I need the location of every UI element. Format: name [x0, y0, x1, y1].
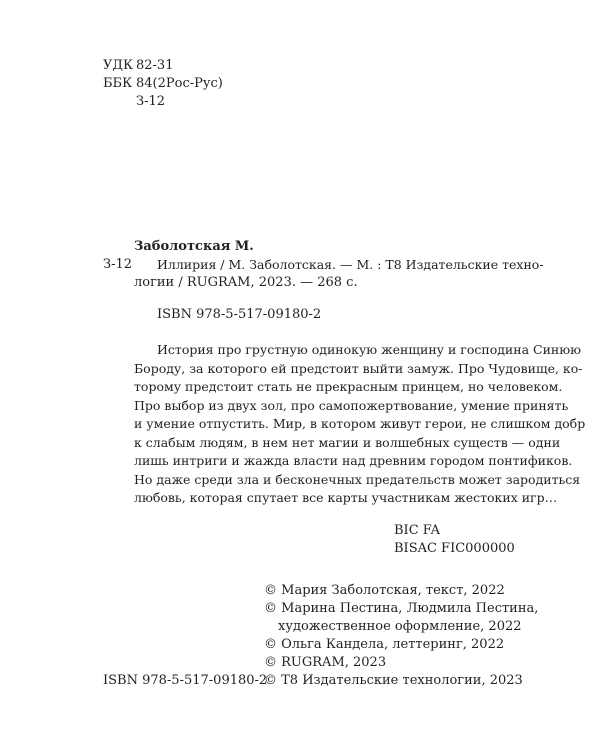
annotation-line: и умение отпустить. Мир, в котором живут герои, не слишком добр: [134, 416, 586, 431]
annotation-line: к слабым людям, в нем нет магии и волшебных существ — одни: [134, 434, 561, 450]
bbk-label: ББК: [103, 76, 133, 91]
author-mark-left: З-12: [103, 257, 133, 272]
copyright-line: художественное оформление, 2022: [278, 619, 522, 634]
annotation-line: любовь, которая спутает все карты участникам жестоких игр…: [134, 490, 558, 505]
annotation-line: Про выбор из двух зол, про самопожертвование, умение принять: [134, 397, 569, 413]
copyright-line: © RUGRAM, 2023: [264, 655, 387, 670]
bib-line-2: логии / RUGRAM, 2023. — 268 с.: [134, 275, 358, 290]
bic-code: BIC FA: [394, 523, 441, 538]
annotation-line: Бороду, за которого ей предстоит выйти замуж. Про Чудовище, ко-: [134, 360, 583, 376]
author-mark: З-12: [136, 94, 166, 109]
author-heading: Заболотская М.: [134, 239, 254, 254]
copyright-line: © Мария Заболотская, текст, 2022: [264, 583, 505, 598]
annotation-line: Но даже среди зла и бесконечных предательств может зародиться: [134, 471, 581, 487]
copyright-line: © Т8 Издательские технологии, 2023: [264, 673, 523, 688]
copyright-line: © Ольга Кандела, леттеринг, 2022: [264, 637, 505, 652]
bbk-value: 84(2Рос-Рус): [136, 76, 223, 91]
copyright-line: © Марина Пестина, Людмила Пестина,: [264, 601, 539, 616]
isbn-footer: ISBN 978-5-517-09180-2: [103, 673, 268, 688]
bib-line-1: Иллирия / М. Заболотская. — М. : Т8 Издательские техно-: [157, 257, 544, 272]
annotation-line: лишь интриги и жажда власти над древним городом понтификов.: [134, 453, 573, 468]
udk-value: 82-31: [136, 58, 174, 73]
isbn-main: ISBN 978-5-517-09180-2: [157, 307, 322, 322]
bisac-code: BISAC FIC000000: [394, 541, 515, 556]
annotation-line: История про грустную одинокую женщину и господина Синюю: [157, 342, 582, 357]
annotation-line: торому предстоит стать не прекрасным принцем, но человеком.: [134, 379, 563, 394]
udk-label: УДК: [103, 58, 134, 73]
